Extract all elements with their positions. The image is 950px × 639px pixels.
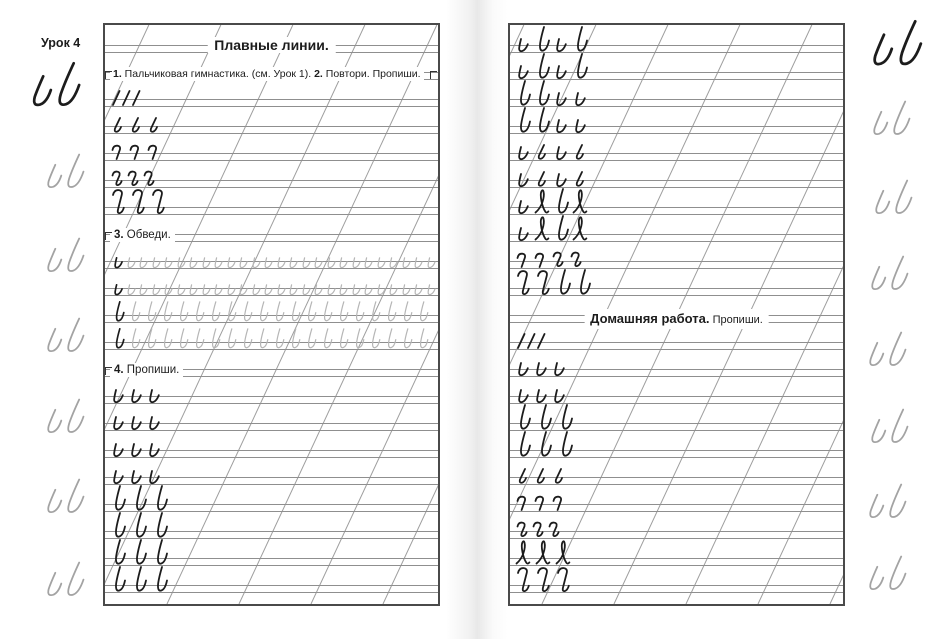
trace-glyph <box>207 328 221 350</box>
trace-glyph <box>399 301 413 323</box>
hook-b-glyph <box>532 468 546 484</box>
swoosh-s-glyph <box>109 470 125 485</box>
hook-b-glyph <box>571 144 585 160</box>
trace-glyph <box>319 301 333 323</box>
trace-glyph <box>299 257 312 269</box>
trace-glyph <box>186 284 199 296</box>
swoosh-l-glyph <box>151 485 169 513</box>
trace-glyph <box>239 328 253 350</box>
trace-glyph <box>124 284 137 296</box>
label-segment: Домашняя работа. <box>590 311 710 326</box>
margin-sample-glyph-dark <box>856 18 932 72</box>
swoosh-l-glyph <box>552 215 570 243</box>
swoosh-s-glyph <box>552 92 568 107</box>
trace-glyph <box>199 257 212 269</box>
trace-glyph <box>335 328 349 350</box>
label-segment: 1. <box>113 68 122 80</box>
scurve-l-glyph <box>534 566 550 593</box>
hook-t-glyph <box>145 144 159 160</box>
trace-glyph <box>136 257 149 269</box>
label-segment: Обведи. <box>123 229 171 241</box>
swoosh-s-glyph <box>571 119 587 134</box>
swoosh-s-glyph <box>552 173 568 188</box>
right-page <box>508 23 845 606</box>
trace-glyph <box>271 328 285 350</box>
slant-glyph <box>534 333 546 349</box>
scurve-s-glyph <box>530 521 544 538</box>
swoosh-l-glyph <box>533 26 551 54</box>
trace-glyph <box>224 257 237 269</box>
trace-glyph <box>191 301 205 323</box>
trace-glyph <box>286 284 299 296</box>
trace-glyph <box>149 284 162 296</box>
trace-glyph <box>271 301 285 323</box>
swoosh-l-glyph <box>533 107 551 135</box>
trace-glyph <box>191 328 205 350</box>
swoosh-l-glyph <box>109 512 127 540</box>
trace-glyph <box>175 301 189 323</box>
swoosh-l-glyph <box>130 539 148 567</box>
loop-l-glyph <box>514 539 531 566</box>
swoosh-s-glyph <box>145 389 161 404</box>
trace-glyph <box>286 257 299 269</box>
swoosh-s-glyph <box>552 146 568 161</box>
swoosh-s-glyph <box>145 443 161 458</box>
trace-glyph <box>143 301 157 323</box>
loop-l-glyph <box>571 215 588 242</box>
hook-t-glyph <box>532 252 546 268</box>
trace-glyph <box>274 257 287 269</box>
swoosh-s-glyph <box>109 389 125 404</box>
trace-sample-glyph <box>111 301 125 323</box>
swoosh-l-glyph <box>151 512 169 540</box>
trace-glyph <box>161 284 174 296</box>
trace-glyph <box>386 284 399 296</box>
hook-b-glyph <box>571 171 585 187</box>
trace-glyph <box>351 328 365 350</box>
swoosh-s-glyph <box>145 470 161 485</box>
trace-glyph <box>223 301 237 323</box>
swoosh-s-glyph <box>514 389 530 404</box>
trace-glyph <box>349 257 362 269</box>
margin-sample-glyph <box>856 482 914 523</box>
margin-sample-glyph <box>34 477 92 518</box>
swoosh-s-glyph <box>127 416 143 431</box>
margin-sample-glyph <box>858 254 916 295</box>
crop-mark <box>430 71 437 79</box>
crop-mark <box>105 232 112 240</box>
label-segment: Пропиши. <box>709 314 763 326</box>
hook-b-glyph <box>109 117 123 133</box>
trace-glyph <box>415 328 429 350</box>
scurve-l-glyph <box>129 188 145 215</box>
scurve-s-glyph <box>514 521 528 538</box>
trace-glyph <box>374 257 387 269</box>
label-segment: 4. <box>114 364 124 376</box>
swoosh-l-glyph <box>130 512 148 540</box>
swoosh-s-glyph <box>532 389 548 404</box>
trace-glyph <box>367 328 381 350</box>
trace-glyph <box>349 284 362 296</box>
hook-b-glyph <box>145 117 159 133</box>
trace-glyph <box>361 284 374 296</box>
trace-glyph <box>399 257 412 269</box>
scurve-l-glyph <box>514 269 530 296</box>
trace-glyph <box>143 328 157 350</box>
swoosh-l-glyph <box>533 80 551 108</box>
trace-glyph <box>399 284 412 296</box>
trace-glyph <box>411 257 424 269</box>
swoosh-l-glyph <box>556 431 574 459</box>
scurve-s-glyph <box>550 251 564 268</box>
swoosh-s-glyph <box>550 362 566 377</box>
trace-glyph <box>411 284 424 296</box>
swoosh-s-glyph <box>514 362 530 377</box>
hook-b-glyph <box>514 468 528 484</box>
swoosh-s-glyph <box>127 389 143 404</box>
swoosh-s-glyph <box>550 389 566 404</box>
swoosh-s-glyph <box>552 65 568 80</box>
trace-glyph <box>174 284 187 296</box>
scurve-l-glyph <box>514 566 530 593</box>
swoosh-s-glyph <box>109 443 125 458</box>
crop-mark <box>105 367 112 375</box>
swoosh-s-glyph <box>514 65 530 80</box>
trace-glyph <box>424 257 437 269</box>
label-segment: 2. <box>314 68 323 80</box>
margin-sample-glyph <box>856 330 914 371</box>
trace-glyph <box>335 301 349 323</box>
trace-glyph <box>207 301 221 323</box>
scurve-s-glyph <box>141 170 155 187</box>
trace-glyph <box>149 257 162 269</box>
trace-glyph <box>311 257 324 269</box>
scurve-s-glyph <box>125 170 139 187</box>
hook-b-glyph <box>127 117 141 133</box>
lesson-label: Урок 4 <box>41 36 81 50</box>
swoosh-l-glyph <box>514 107 532 135</box>
trace-glyph <box>174 257 187 269</box>
trace-glyph <box>236 257 249 269</box>
trace-glyph <box>249 257 262 269</box>
trace-glyph <box>336 284 349 296</box>
margin-sample-glyph <box>34 397 92 438</box>
margin-sample-glyph <box>34 236 92 277</box>
scurve-l-glyph <box>554 566 570 593</box>
trace-glyph <box>374 284 387 296</box>
left-page <box>103 23 440 606</box>
swoosh-s-glyph <box>514 227 530 242</box>
trace-glyph <box>255 301 269 323</box>
loop-l-glyph <box>534 539 551 566</box>
trace-glyph <box>299 284 312 296</box>
swoosh-s-glyph <box>514 146 530 161</box>
trace-glyph <box>287 328 301 350</box>
swoosh-l-glyph <box>130 485 148 513</box>
trace-glyph <box>361 257 374 269</box>
trace-glyph <box>211 257 224 269</box>
loop-l-glyph <box>571 188 588 215</box>
swoosh-s-glyph <box>532 362 548 377</box>
trace-glyph <box>303 301 317 323</box>
trace-glyph <box>211 284 224 296</box>
homework-label <box>584 309 769 329</box>
trace-glyph <box>127 301 141 323</box>
trace-glyph <box>255 328 269 350</box>
swoosh-l-glyph <box>514 404 532 432</box>
trace-glyph <box>415 301 429 323</box>
slant-glyph <box>129 90 141 106</box>
swoosh-s-glyph <box>127 443 143 458</box>
swoosh-l-glyph <box>109 566 127 594</box>
scurve-s-glyph <box>109 170 123 187</box>
trace-sample-glyph <box>111 284 124 296</box>
loop-l-glyph <box>554 539 571 566</box>
swoosh-l-glyph <box>514 431 532 459</box>
label-segment: Повтори. Пропиши. <box>322 68 421 80</box>
hook-t-glyph <box>514 495 528 511</box>
trace-glyph <box>274 284 287 296</box>
swoosh-s-glyph <box>145 416 161 431</box>
scurve-l-glyph <box>534 269 550 296</box>
margin-sample-glyph <box>34 560 92 601</box>
hook-t-glyph <box>109 144 123 160</box>
trace-glyph <box>175 328 189 350</box>
trace-glyph <box>224 284 237 296</box>
scurve-l-glyph <box>109 188 125 215</box>
trace-sample-glyph <box>111 257 124 269</box>
trace-glyph <box>303 328 317 350</box>
margin-sample-glyph-dark <box>16 60 90 112</box>
trace-glyph <box>367 301 381 323</box>
margin-sample-glyph <box>860 99 918 140</box>
swoosh-s-glyph <box>127 470 143 485</box>
scurve-l-glyph <box>149 188 165 215</box>
swoosh-l-glyph <box>151 566 169 594</box>
trace-glyph <box>199 284 212 296</box>
swoosh-l-glyph <box>574 269 592 297</box>
trace-glyph <box>336 257 349 269</box>
trace-glyph <box>159 328 173 350</box>
trace-glyph <box>249 284 262 296</box>
page-title: Плавные линии. <box>207 37 336 53</box>
trace-glyph <box>287 301 301 323</box>
swoosh-l-glyph <box>130 566 148 594</box>
swoosh-l-glyph <box>556 404 574 432</box>
swoosh-s-glyph <box>514 200 530 215</box>
margin-sample-glyph <box>858 407 916 448</box>
swoosh-s-glyph <box>571 92 587 107</box>
crop-mark <box>105 71 112 79</box>
trace-glyph <box>424 284 437 296</box>
trace-glyph <box>186 257 199 269</box>
swoosh-l-glyph <box>554 269 572 297</box>
swoosh-s-glyph <box>514 173 530 188</box>
trace-glyph <box>386 257 399 269</box>
swoosh-l-glyph <box>571 53 589 81</box>
margin-sample-glyph <box>34 152 92 193</box>
trace-sample-glyph <box>111 328 125 350</box>
label-segment: 3. <box>114 229 124 241</box>
label-segment: Пропиши. <box>123 364 180 376</box>
swoosh-l-glyph <box>109 539 127 567</box>
swoosh-s-glyph <box>514 38 530 53</box>
scurve-s-glyph <box>546 521 560 538</box>
instruction-text <box>110 67 424 81</box>
trace-glyph <box>319 328 333 350</box>
trace-glyph <box>239 301 253 323</box>
loop-l-glyph <box>533 215 550 242</box>
trace-glyph <box>236 284 249 296</box>
trace-glyph <box>324 284 337 296</box>
loop-l-glyph <box>533 188 550 215</box>
swoosh-l-glyph <box>552 188 570 216</box>
page-gutter <box>440 0 508 639</box>
trace-glyph <box>136 284 149 296</box>
swoosh-l-glyph <box>533 53 551 81</box>
hook-t-glyph <box>514 252 528 268</box>
trace-glyph <box>223 328 237 350</box>
hook-b-glyph <box>533 144 547 160</box>
swoosh-s-glyph <box>552 38 568 53</box>
swoosh-s-glyph <box>109 416 125 431</box>
trace-glyph <box>261 284 274 296</box>
hook-b-glyph <box>533 171 547 187</box>
trace-glyph <box>124 257 137 269</box>
swoosh-l-glyph <box>109 485 127 513</box>
swoosh-l-glyph <box>535 431 553 459</box>
swoosh-s-glyph <box>552 119 568 134</box>
trace-glyph <box>324 257 337 269</box>
swoosh-l-glyph <box>535 404 553 432</box>
hook-t-glyph <box>550 495 564 511</box>
section-label-trace <box>110 228 175 242</box>
trace-glyph <box>261 257 274 269</box>
hook-t-glyph <box>127 144 141 160</box>
trace-glyph <box>399 328 413 350</box>
swoosh-l-glyph <box>571 26 589 54</box>
scurve-s-glyph <box>568 251 582 268</box>
swoosh-l-glyph <box>151 539 169 567</box>
section-label-write <box>110 363 183 377</box>
trace-glyph <box>311 284 324 296</box>
trace-glyph <box>159 301 173 323</box>
margin-sample-glyph <box>856 554 914 595</box>
hook-t-glyph <box>532 495 546 511</box>
trace-glyph <box>161 257 174 269</box>
margin-sample-glyph <box>862 178 920 219</box>
trace-glyph <box>127 328 141 350</box>
trace-glyph <box>351 301 365 323</box>
trace-glyph <box>383 301 397 323</box>
swoosh-l-glyph <box>514 80 532 108</box>
hook-b-glyph <box>550 468 564 484</box>
margin-sample-glyph <box>34 316 92 357</box>
label-segment: Пальчиковая гимнастика. (см. Урок 1). <box>121 68 315 80</box>
trace-glyph <box>383 328 397 350</box>
